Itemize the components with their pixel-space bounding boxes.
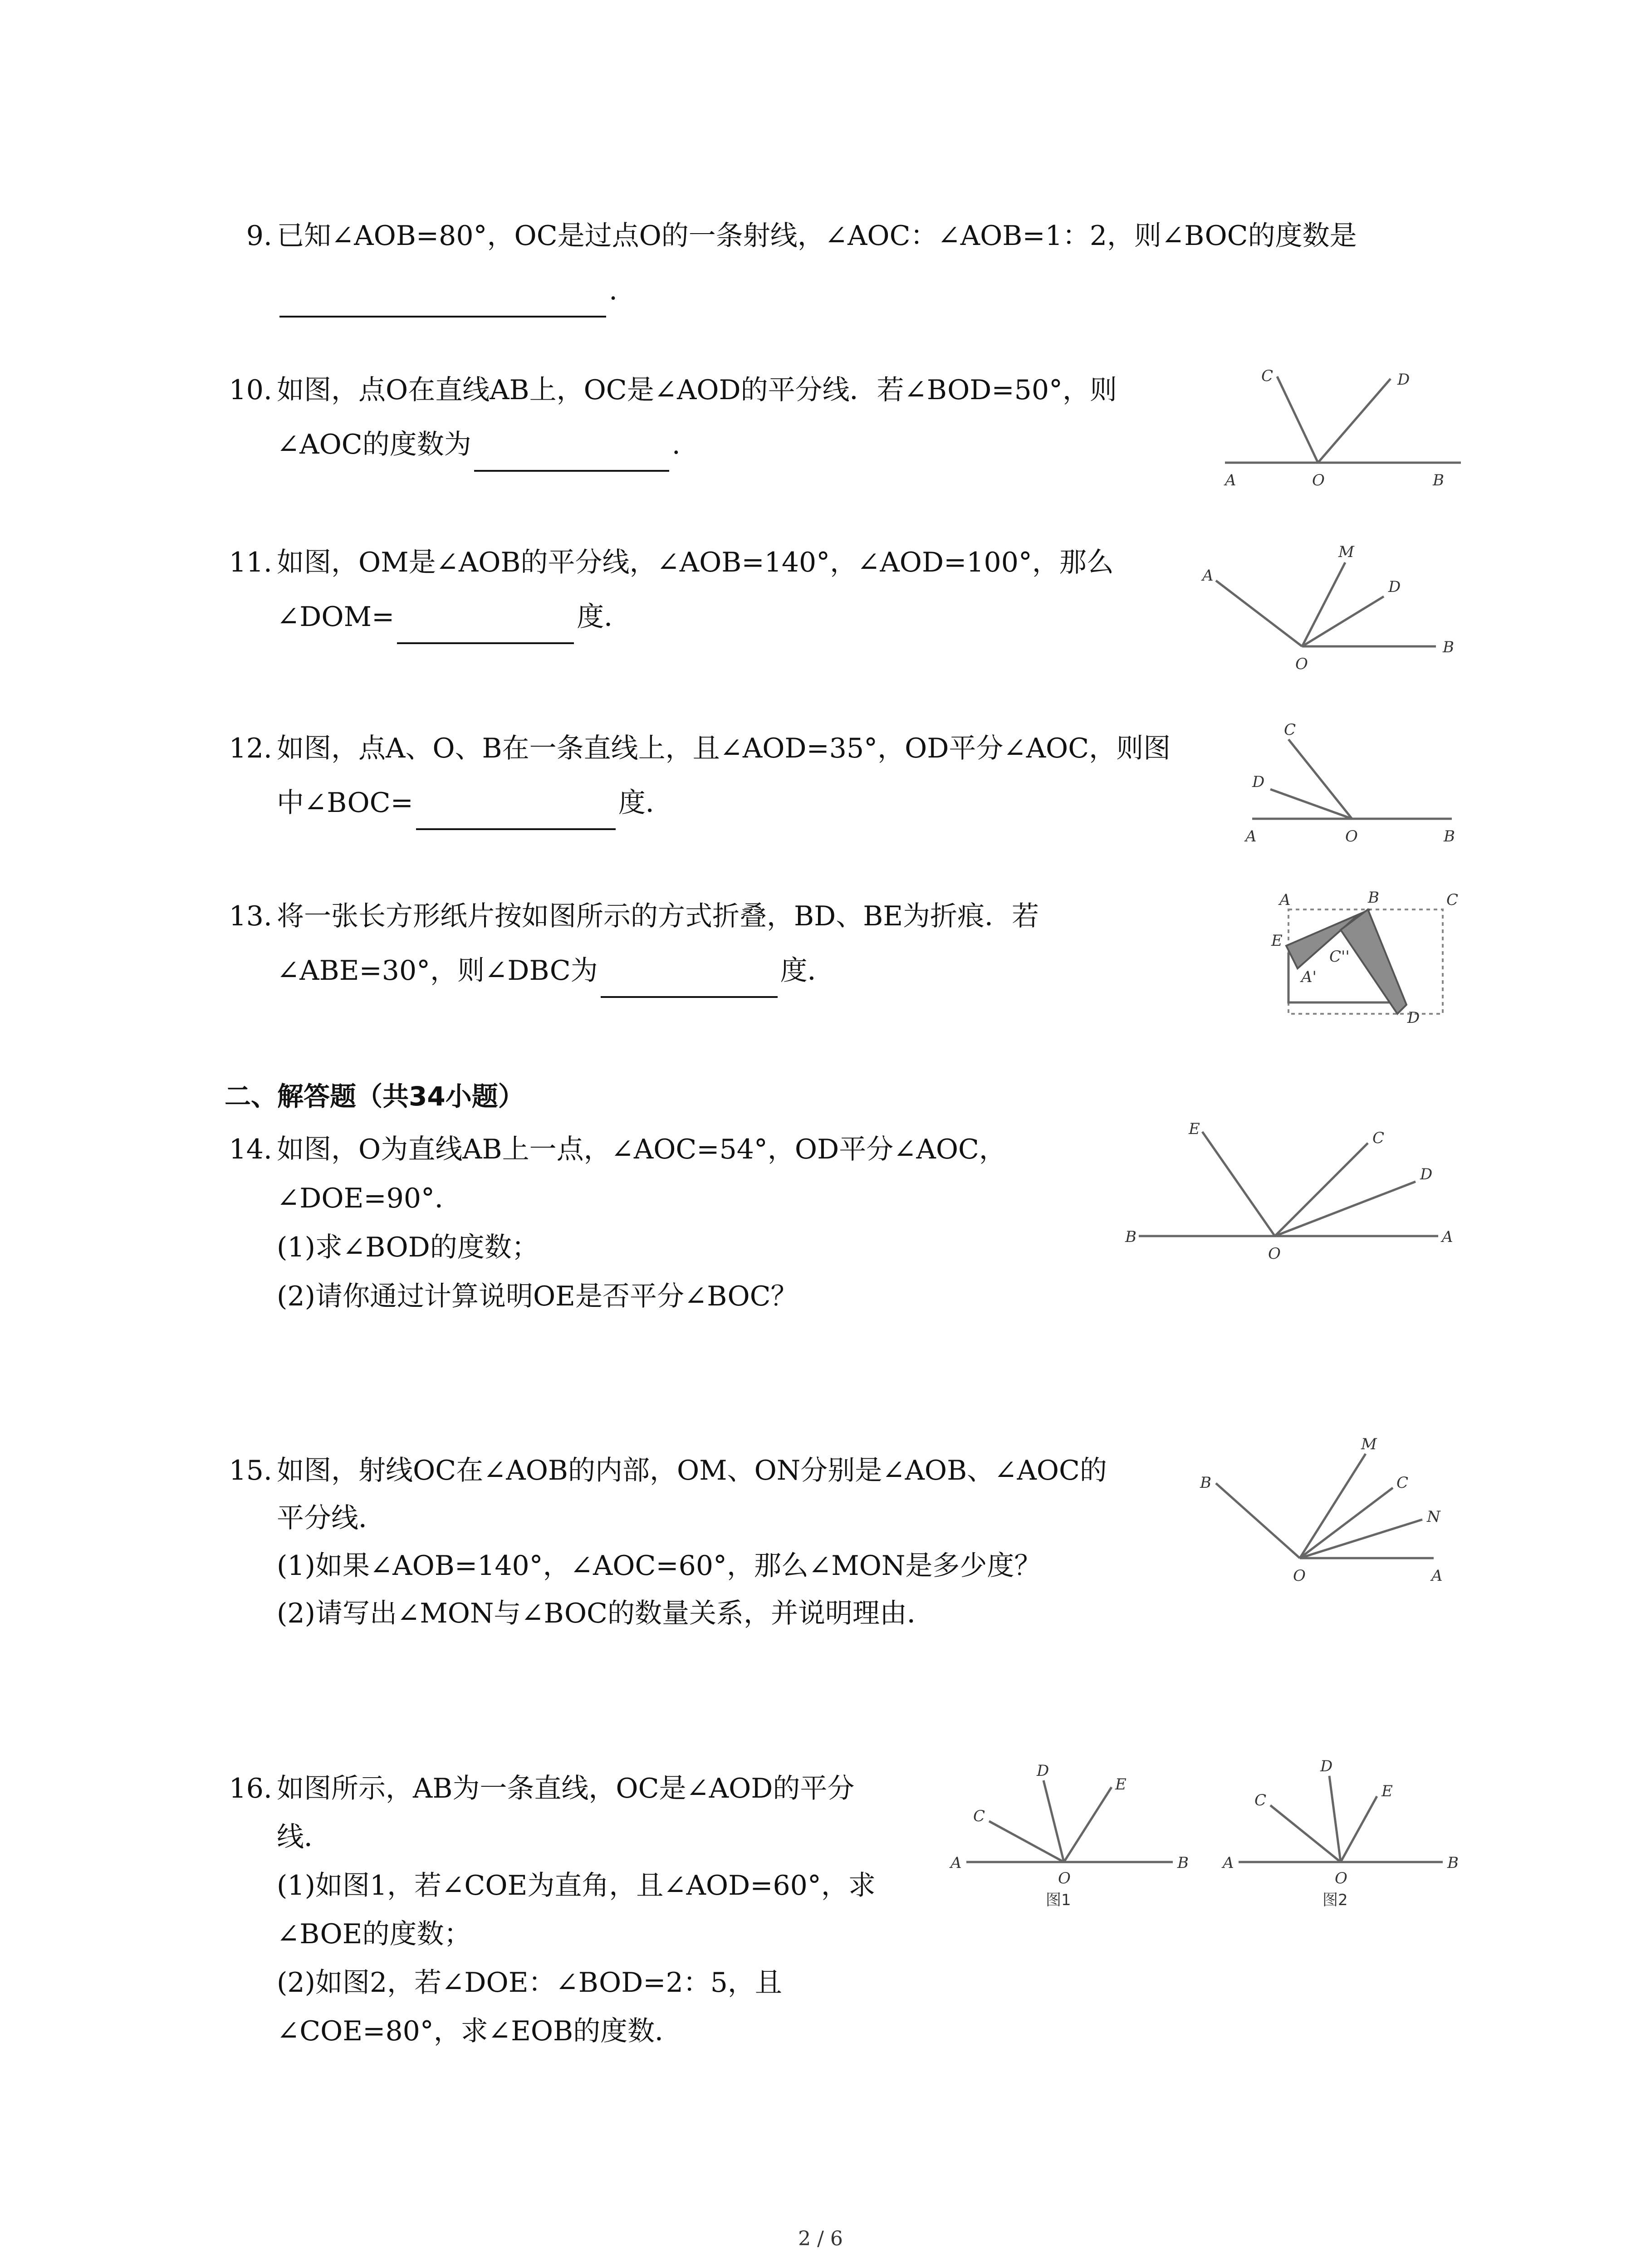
label-m: M — [1338, 543, 1354, 561]
section-title: 二、解答题（共34小题） — [225, 1081, 524, 1112]
sub-question-2: (2)请你通过计算说明OE是否平分∠BOC？ — [277, 1281, 798, 1312]
answer-line: 中∠BOC= 度． — [277, 776, 1171, 830]
label-o-2: O — [1335, 1869, 1347, 1887]
ray-on — [1300, 1520, 1422, 1558]
question-9 — [246, 209, 1357, 318]
label-c: C — [1446, 891, 1459, 909]
label-b-1: B — [1177, 1854, 1189, 1872]
sub-question-2: (2)如图2，若∠DOE：∠BOD=2：5，且 — [277, 1967, 782, 1999]
question-number: 14. — [229, 1134, 272, 1165]
ray-om — [1300, 1454, 1366, 1558]
label-a: A — [1442, 1228, 1453, 1246]
figure-q14 — [1121, 1116, 1465, 1272]
sub-question-1: (1)如果∠AOB=140°，∠AOC=60°，那么∠MON是多少度？ — [277, 1550, 1042, 1582]
question-16 — [229, 1765, 876, 2056]
label-d-2: D — [1320, 1757, 1333, 1775]
answer-blank[interactable] — [474, 438, 669, 472]
label-b-2: B — [1447, 1854, 1459, 1872]
question-text: 将一张长方形纸片按如图所示的方式折叠，BD、BE为折痕．若 — [277, 900, 1039, 932]
label-a: A — [1202, 567, 1214, 585]
question-text: 如图，OM是∠AOB的平分线，∠AOB=140°，∠AOD=100°，那么 — [277, 547, 1114, 578]
label-c: C — [1284, 721, 1296, 739]
label-o: O — [1312, 471, 1325, 489]
label-a-1: A — [950, 1854, 962, 1872]
label-b: B — [1433, 471, 1444, 489]
ray-oe-2 — [1341, 1796, 1377, 1862]
figure-q10 — [1216, 358, 1470, 492]
answer-line: ∠ABE=30°，则∠DBC为 度． — [277, 943, 1039, 998]
answer-line: . — [277, 263, 1357, 318]
ray-od-2 — [1329, 1776, 1341, 1862]
label-d: D — [1252, 773, 1265, 791]
question-text: 已知∠AOB=80°，OC是过点O的一条射线，∠AOC：∠AOB=1：2，则∠BOC的度数是 — [277, 220, 1357, 252]
question-11 — [229, 535, 1114, 644]
label-e: E — [1271, 932, 1283, 950]
label-a-prime: A' — [1301, 968, 1317, 986]
figure-q11-svg — [1193, 535, 1474, 680]
label-a: A — [1245, 827, 1257, 846]
label-b: B — [1444, 827, 1455, 846]
label-o-1: O — [1058, 1869, 1071, 1887]
answer-line: ∠AOC的度数为 . — [277, 417, 1117, 472]
question-number: 9. — [246, 220, 272, 252]
label-d: D — [1420, 1165, 1433, 1183]
figure-q12-svg — [1225, 714, 1479, 846]
ray-oc — [1277, 376, 1318, 463]
ray-od — [1318, 379, 1391, 463]
caption-figure-2: 图2 — [1323, 1891, 1348, 1909]
label-b: B — [1125, 1228, 1136, 1246]
question-10 — [229, 363, 1117, 472]
sub-question-1: (1)求∠BOD的度数； — [277, 1232, 539, 1263]
label-c: C — [1396, 1474, 1409, 1492]
label-d: D — [1388, 578, 1401, 596]
label-o: O — [1295, 655, 1308, 673]
ray-oe-1 — [1064, 1787, 1112, 1862]
diagram-2 — [1221, 1757, 1459, 1909]
question-number: 15. — [229, 1455, 272, 1486]
figure-q16-svg — [948, 1751, 1474, 1923]
figure-q12 — [1225, 714, 1479, 848]
ray-od-1 — [1043, 1780, 1064, 1862]
label-b: B — [1200, 1474, 1211, 1492]
page-number: 2 / 6 — [798, 2227, 843, 2250]
label-d-1: D — [1037, 1762, 1049, 1780]
question-number: 12. — [229, 733, 272, 764]
figure-q15 — [1180, 1433, 1470, 1594]
question-number: 10. — [229, 374, 272, 406]
question-12 — [229, 721, 1171, 830]
figure-q13 — [1252, 885, 1470, 1036]
label-o: O — [1293, 1567, 1306, 1585]
question-text: 如图，O为直线AB上一点，∠AOC=54°，OD平分∠AOC， — [277, 1134, 1006, 1165]
sub-question-2-cont: ∠COE=80°，求∠EOB的度数． — [277, 2015, 682, 2047]
question-text: 如图，点A、O、B在一条直线上，且∠AOD=35°，OD平分∠AOC，则图 — [277, 733, 1171, 764]
figure-q13-svg — [1252, 885, 1470, 1034]
answer-blank[interactable] — [601, 964, 778, 998]
label-c-double-prime: C'' — [1329, 948, 1350, 966]
sub-question-2: (2)请写出∠MON与∠BOC的数量关系，并说明理由． — [277, 1598, 934, 1629]
question-number: 16. — [229, 1773, 272, 1804]
label-o: O — [1268, 1245, 1281, 1263]
folded-flap-right — [1341, 909, 1406, 1014]
question-text: 如图，点O在直线AB上，OC是∠AOD的平分线．若∠BOD=50°，则 — [277, 374, 1117, 406]
label-b: B — [1443, 638, 1454, 656]
figure-q14-svg — [1121, 1116, 1465, 1270]
label-c: C — [1261, 367, 1274, 385]
question-13 — [229, 889, 1039, 998]
figure-q10-svg — [1216, 358, 1470, 490]
ray-oc-2 — [1270, 1805, 1341, 1862]
answer-line: ∠DOM= 度． — [277, 590, 1114, 644]
label-n: N — [1427, 1508, 1440, 1526]
label-c-1: C — [973, 1807, 985, 1825]
question-text: 如图，射线OC在∠AOB的内部，OM、ON分别是∠AOB、∠AOC的 — [277, 1455, 1107, 1486]
label-a: A — [1279, 891, 1291, 909]
diagram-1 — [949, 1762, 1189, 1909]
label-a: A — [1431, 1567, 1443, 1585]
question-number: 13. — [229, 900, 272, 932]
question-number: 11. — [229, 547, 272, 578]
label-b: B — [1368, 889, 1379, 907]
label-d: D — [1407, 1009, 1420, 1027]
label-e-2: E — [1381, 1782, 1393, 1800]
ray-oc-1 — [989, 1821, 1064, 1862]
ray-oc — [1275, 1143, 1368, 1236]
ray-oe — [1202, 1132, 1275, 1236]
sub-question-1: (1)如图1，若∠COE为直角，且∠AOD=60°，求 — [277, 1870, 876, 1901]
caption-figure-1: 图1 — [1046, 1891, 1071, 1909]
ray-oa — [1216, 581, 1302, 646]
figure-q11 — [1193, 535, 1474, 682]
question-14 — [229, 1125, 1006, 1321]
question-15 — [229, 1447, 1107, 1637]
label-e-1: E — [1115, 1775, 1127, 1794]
answer-blank[interactable] — [279, 284, 606, 318]
label-a-2: A — [1223, 1854, 1234, 1872]
label-m: M — [1361, 1435, 1377, 1453]
sub-question-1-cont: ∠BOE的度数； — [277, 1918, 471, 1950]
figure-q15-svg — [1180, 1433, 1470, 1592]
question-text: 平分线． — [277, 1502, 386, 1534]
figure-q16 — [948, 1751, 1474, 1925]
question-text: 线． — [277, 1821, 331, 1853]
label-a: A — [1225, 471, 1236, 489]
question-text: ∠DOE=90°． — [277, 1183, 462, 1214]
question-text: 如图所示，AB为一条直线，OC是∠AOD的平分 — [277, 1773, 855, 1804]
label-c: C — [1372, 1129, 1385, 1147]
ray-ob — [1216, 1483, 1300, 1558]
label-c-2: C — [1254, 1791, 1267, 1809]
label-o: O — [1345, 827, 1358, 846]
label-e: E — [1189, 1120, 1200, 1138]
answer-blank[interactable] — [397, 611, 574, 644]
label-d: D — [1397, 371, 1410, 389]
ray-od — [1275, 1182, 1416, 1236]
answer-blank[interactable] — [416, 797, 616, 830]
ray-oc — [1300, 1488, 1393, 1558]
